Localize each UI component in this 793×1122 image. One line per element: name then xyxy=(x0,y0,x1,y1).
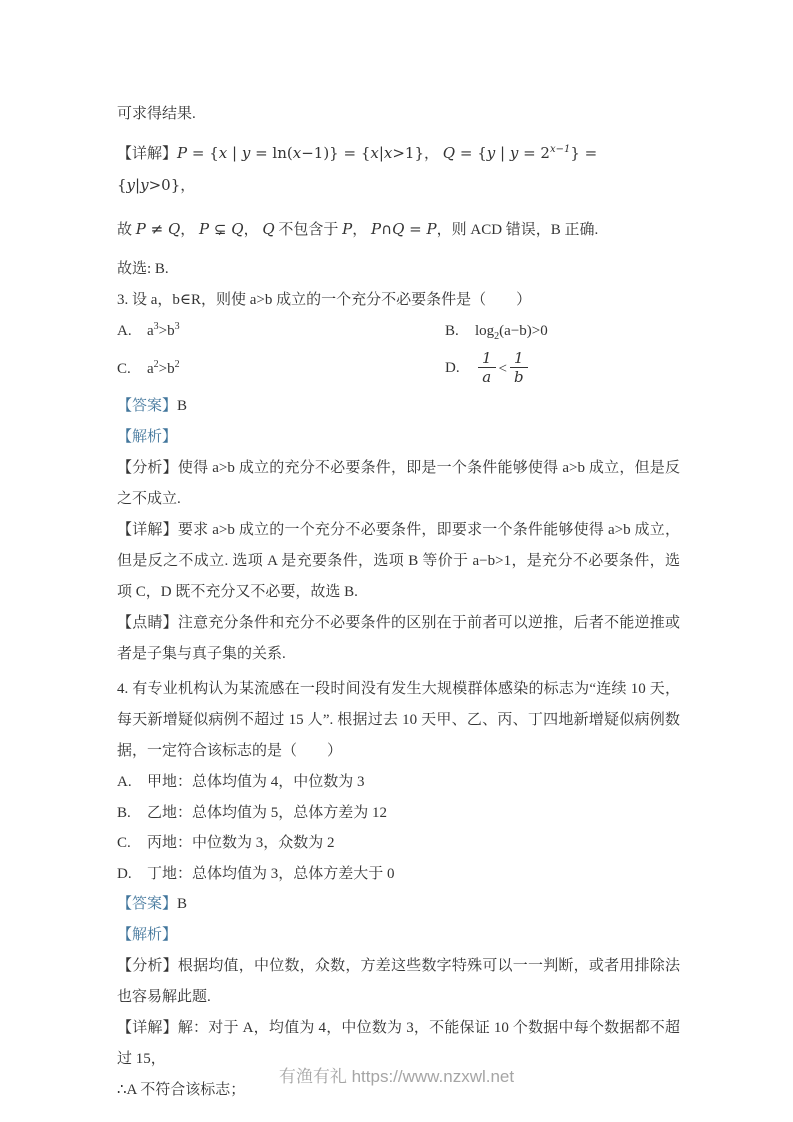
q4-option-a xyxy=(117,767,680,798)
q3-option-b-formula: $\log_2(a-b)>0$ xyxy=(475,323,548,342)
analysis-label: 【解析】 xyxy=(117,927,178,943)
answer-label: 【答案】 xyxy=(117,896,178,912)
q3-option-c-formula: $a^2>b^2$ xyxy=(147,358,180,377)
q4-option-b xyxy=(117,798,680,829)
less-than-operator: < xyxy=(498,360,508,377)
page-footer xyxy=(0,1062,793,1087)
q3-analysis-header xyxy=(117,422,680,453)
q4-detail-paragraph: 【详解】解：对于 A，均值为 4，中位数为 3，不能保证 10 个数据中每个数据都不超过 15， xyxy=(117,1020,680,1067)
q4-answer-line xyxy=(117,889,680,920)
fraction-denominator: b xyxy=(513,367,524,386)
q2-conclusion-line: 故 P ≠ Q， P ⊊ Q， Q 不包含于 P， P∩Q = P，则 ACD 错误，B 正确. xyxy=(117,220,599,238)
question-4-stem: 4. 有专业机构认为某流感在一段时间没有发生大规模群体感染的标志为“连续 10 天，每天新增疑似病例不超过 15 人”. 根据过去 10 天甲、乙、丙、丁四地新增疑似病例数据，一定符合该标志的是（ ） xyxy=(117,681,680,759)
q4-analysis-header xyxy=(117,920,680,951)
q4-answer-value: B xyxy=(177,896,188,912)
q3-answer-line xyxy=(117,391,680,422)
q3-analysis-paragraph: 【分析】使得 a>b 成立的充分不必要条件，即是一个条件能够使得 a>b 成立，但是反之不成立. xyxy=(117,460,680,507)
fraction-denominator: a xyxy=(482,367,492,386)
q4-detail-continued: ∴A 不符合该标志； xyxy=(117,1082,246,1098)
q4-option-c-text: 丙地：中位数为 3，众数为 2 xyxy=(147,835,335,851)
document-content xyxy=(117,99,680,1106)
q4-option-c-key: C. xyxy=(117,835,131,851)
q3-option-a xyxy=(117,316,445,347)
q3-option-a-key: A. xyxy=(117,323,132,339)
q4-option-d-text: 丁地：总体均值为 3，总体方差大于 0 xyxy=(147,865,395,882)
q3-option-b-key: B. xyxy=(445,323,459,339)
q2-intro-line: 可求得结果. xyxy=(117,106,196,122)
fraction-numerator: 1 xyxy=(478,349,496,368)
footer-watermark-link[interactable]: 有渔有礼 https://www.nzxwl.net xyxy=(278,1067,515,1086)
answer-label: 【答案】 xyxy=(117,398,178,414)
q3-option-c xyxy=(117,354,445,385)
q3-options-row-1 xyxy=(117,316,680,347)
fraction-one-over-b xyxy=(510,349,528,386)
q4-option-a-key: A. xyxy=(117,774,132,790)
q3-detail-paragraph: 【详解】要求 a>b 成立的一个充分不必要条件，即要求一个条件能够使得 a>b 成立，但是反之不成立. 选项 A 是充要条件，选项 B 等价于 a−b>1，是充分不必要条件，选项 C，D 既不充分又不必要，故选 B. xyxy=(117,522,680,600)
q3-tip-paragraph: 【点睛】注意充分条件和充分不必要条件的区别在于前者可以逆推，后者不能逆推或者是子集与真子集的关系. xyxy=(117,615,680,662)
analysis-label: 【解析】 xyxy=(117,429,178,445)
q3-option-d-key: D. xyxy=(445,360,460,377)
fraction-numerator: 1 xyxy=(510,349,528,368)
q4-option-c xyxy=(117,828,680,859)
q4-option-a-text: 甲地：总体均值为 4，中位数为 3 xyxy=(147,774,365,790)
question-3-stem: 3. 设 a，b∈R，则使 a>b 成立的一个充分不必要条件是（ ） xyxy=(117,292,532,308)
q4-option-d xyxy=(117,859,680,890)
q3-option-a-formula: $a^3>b^3$ xyxy=(147,321,180,339)
q3-option-c-key: C. xyxy=(117,360,131,377)
fraction-one-over-a xyxy=(478,349,496,386)
q3-option-b xyxy=(445,316,548,347)
q4-option-b-key: B. xyxy=(117,804,131,821)
q2-answer-choice-line: 故选: B. xyxy=(117,261,169,277)
q3-option-d xyxy=(445,348,531,388)
q2-detail-formula: 【详解】P = {x | y = ln(x−1)} = {x|x>1}， Q = {y | $y = 2^{x-1}\} = \{y|y>0\}$， xyxy=(117,144,598,194)
q4-option-d-key: D. xyxy=(117,865,132,882)
q4-option-b-text: 乙地：总体均值为 5，总体方差为 12 xyxy=(147,804,388,821)
q3-answer-value: B xyxy=(177,398,188,414)
q4-analysis-paragraph: 【分析】根据均值，中位数，众数，方差这些数字特殊可以一一判断，或者用排除法也容易解此题. xyxy=(117,958,680,1005)
q3-options-row-2 xyxy=(117,347,680,391)
